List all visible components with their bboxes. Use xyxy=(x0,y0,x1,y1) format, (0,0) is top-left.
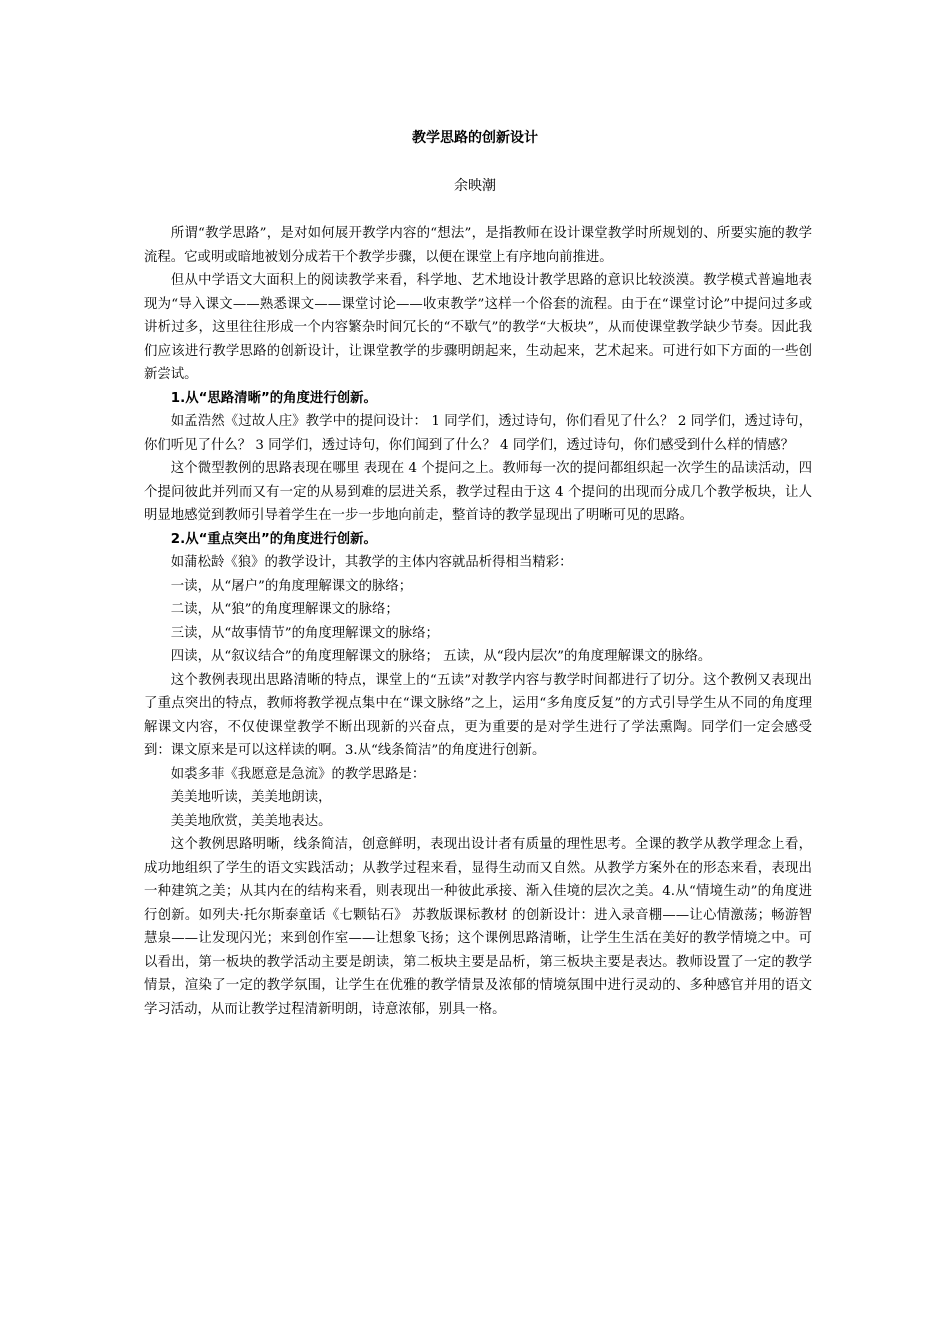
paragraph-analysis-2: 这个教例表现出思路清晰的特点，课堂上的“五读”对教学内容与教学时间都进行了切分。这个教例又表现出了重点突出的特点，教师将教学视点集中在“课文脉络”之上，运用“多角度反复”的方式引导学生从不同的角度理解课文内容，不仅使课堂教学不断出现新的兴奋点，更为重要的是对学生进行了学法熏陶。同学们一定会感受到：课文原来是可以这样读的啊。3.从“线条简洁”的角度进行创新。 xyxy=(144,672,812,758)
paragraph-example-3: 如裘多菲《我愿意是急流》的教学思路是： xyxy=(170,766,426,782)
list-item-read-4-5: 四读，从“叙议结合”的角度理解课文的脉络； 五读，从“段内层次”的角度理解课文的脉络。 xyxy=(170,649,712,664)
section-heading-1: 1.从“思路清晰”的角度进行创新。 xyxy=(170,390,377,406)
paragraph-example-1: 如孟浩然《过故人庄》教学中的提问设计： 1 同学们，透过诗句，你们看见了什么？ 2 同学们，透过诗句，你们听见了什么？ 3 同学们，透过诗句，你们闻到了什么？ 4 同学们，透过诗句，你们感受到什么样的情感？ xyxy=(144,414,812,453)
document-title: 教学思路的创新设计 xyxy=(412,130,538,146)
paragraph-analysis-3: 这个教例思路明晰，线条简洁，创意鲜明，表现出设计者有质量的理性思考。全课的教学从教学理念上看，成功地组织了学生的语文实践活动；从教学过程来看，显得生动而又自然。从教学方案外在的形态来看，表现出一种建筑之美；从其内在的结构来看，则表现出一种彼此承接、渐入佳境的层次之美。4.从“情境生动”的角度进行创新。如列夫·托尔斯泰童话《七颗钻石》 苏教版课标教材 的创新设计：进入录音棚——让心情激荡；畅游智慧泉——让发现闪光；来到创作室——让想象飞扬；这个课例思路清晰，让学生生活在美好的教学情境之中。可以看出，第一板块的教学活动主要是朗读，第二板块主要是品析，第三板块主要是表达。教师设置了一定的教学情景，渲染了一定的教学氛围，让学生在优雅的教学情景及浓郁的情境氛围中进行灵动的、多种感官并用的语文学习活动，从而让教学过程清新明朗，诗意浓郁，别具一格。 xyxy=(144,837,812,1017)
paragraph-analysis-1: 这个微型教例的思路表现在哪里 表现在 4 个提问之上。教师每一次的提问都组织起一次学生的品读活动，四个提问彼此并列而又有一定的从易到难的层进关系，教学过程由于这 4 个提问的出现而分成几个教学板块，让人明显地感觉到教师引导着学生在一步一步地向前走，整首诗的教学显现出了明晰可见的思路。 xyxy=(144,461,812,523)
author-name: 余映潮 xyxy=(454,178,496,194)
list-item-read-1: 一读，从“屠户”的角度理解课文的脉络； xyxy=(170,578,413,594)
section-heading-2: 2.从“重点突出”的角度进行创新。 xyxy=(170,531,377,547)
paragraph-example-2: 如蒲松龄《狼》的教学设计，其教学的主体内容就品析得相当精彩： xyxy=(170,555,573,570)
list-item-step-2: 美美地欣赏，美美地表达。 xyxy=(170,813,332,829)
list-item-step-1: 美美地听读，美美地朗读， xyxy=(170,790,332,805)
list-item-read-2: 二读，从“狼”的角度理解课文的脉络； xyxy=(170,602,399,617)
document-body xyxy=(144,222,812,1021)
paragraph-problem: 但从中学语文大面积上的阅读教学来看，科学地、艺术地设计教学思路的意识比较淡漠。教学模式普遍地表现为“导入课文——熟悉课文——课堂讨论——收束教学”这样一个俗套的流程。由于在“课堂讨论”中提问过多或讲析过多，这里往往形成一个内容繁杂时间冗长的“不歇气”的教学“大板块”，从而使课堂教学缺少节奏。因此我们应该进行教学思路的创新设计，让课堂教学的步骤明朗起来，生动起来，艺术起来。可进行如下方面的一些创新尝试。 xyxy=(144,273,812,382)
list-item-read-3: 三读，从“故事情节”的角度理解课文的脉络； xyxy=(170,625,439,641)
paragraph-intro: 所谓“教学思路”，是对如何展开教学内容的“想法”，是指教师在设计课堂教学时所规划的、所要实施的教学流程。它或明或暗地被划分成若干个教学步骤，以便在课堂上有序地向前推进。 xyxy=(144,226,812,265)
